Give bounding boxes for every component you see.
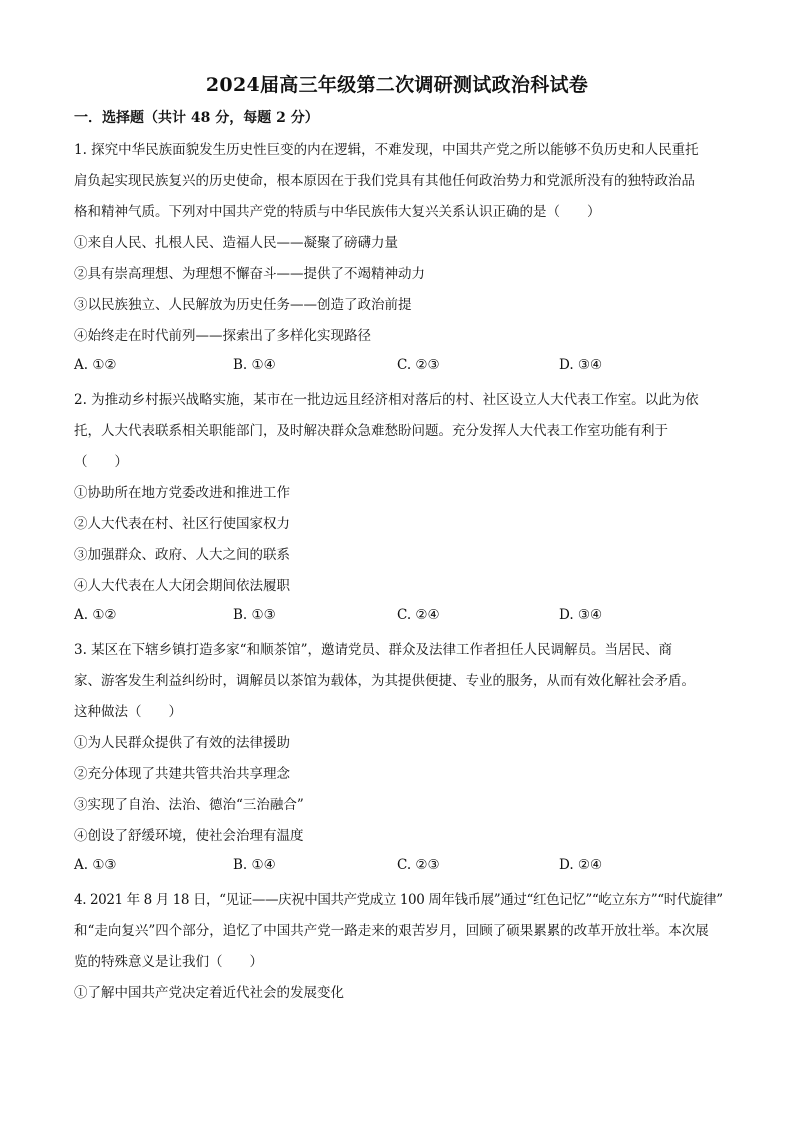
statement-item: ③以民族独立、人民解放为历史任务——创造了政治前提 — [74, 297, 412, 313]
question-stem-line: 肩负起实现民族复兴的历史使命，根本原因在于我们党具有其他任何政治势力和党派所没有的独特政治品 — [74, 173, 695, 189]
option-c: C. ②③ — [397, 357, 440, 373]
option-c: C. ②④ — [397, 607, 440, 623]
option-a: A. ①② — [74, 607, 117, 623]
statement-item: ④创设了舒缓环境，使社会治理有温度 — [74, 828, 304, 844]
exam-title: 2024届高三年级第二次调研测试政治科试卷 — [205, 74, 589, 96]
question-stem-line: 格和精神气质。下列对中国共产党的特质与中华民族伟大复兴关系认识正确的是（ ） — [74, 204, 601, 220]
question-stem-line: （ ） — [74, 454, 128, 470]
statement-item: ③加强群众、政府、人大之间的联系 — [74, 547, 290, 563]
answer-options — [74, 857, 734, 877]
option-d: D. ②④ — [559, 857, 603, 873]
statement-item: ①了解中国共产党决定着近代社会的发展变化 — [74, 985, 344, 1001]
question-stem-line: 2. 为推动乡村振兴战略实施，某市在一批边远且经济相对落后的村、社区设立人大代表工作室。以此为依 — [74, 392, 699, 408]
statement-item: ②充分体现了共建共管共治共享理念 — [74, 766, 290, 782]
question-stem-line: 1. 探究中华民族面貌发生历史性巨变的内在逻辑，不难发现，中国共产党之所以能够不负历史和人民重托 — [74, 142, 699, 158]
question-stem-line: 3. 某区在下辖乡镇打造多家“和顺茶馆”，邀请党员、群众及法律工作者担任人民调解员。当居民、商 — [74, 642, 672, 658]
option-d: D. ③④ — [559, 607, 603, 623]
option-b: B. ①④ — [233, 357, 276, 373]
question-stem-line: 这种做法（ ） — [74, 704, 182, 720]
statement-item: ①协助所在地方党委改进和推进工作 — [74, 485, 290, 501]
option-a: A. ①② — [74, 357, 117, 373]
statement-item: ③实现了自治、法治、德治“三治融合” — [74, 797, 304, 813]
answer-options — [74, 607, 734, 627]
question-stem-line: 和“走向复兴”四个部分，追忆了中国共产党一路走来的艰苦岁月，回顾了硕果累累的改革开放壮举。本次展 — [74, 923, 709, 939]
statement-item: ④人大代表在人大闭会期间依法履职 — [74, 578, 290, 594]
option-c: C. ②③ — [397, 857, 440, 873]
question-stem-line: 家、游客发生利益纠纷时，调解员以茶馆为载体，为其提供便捷、专业的服务，从而有效化解社会矛盾。 — [74, 673, 695, 689]
option-b: B. ①④ — [233, 857, 276, 873]
question-stem-line: 览的特殊意义是让我们（ ） — [74, 954, 263, 970]
statement-item: ②人大代表在村、社区行使国家权力 — [74, 516, 290, 532]
answer-options — [74, 357, 734, 377]
statement-item: ②具有崇高理想、为理想不懈奋斗——提供了不竭精神动力 — [74, 266, 425, 282]
statement-item: ④始终走在时代前列——探索出了多样化实现路径 — [74, 328, 371, 344]
section-heading: 一．选择题（共计 48 分，每题 2 分） — [74, 110, 319, 126]
option-d: D. ③④ — [559, 357, 603, 373]
statement-item: ①来自人民、扎根人民、造福人民——凝聚了磅礴力量 — [74, 235, 398, 251]
question-stem-line: 4. 2021 年 8 月 18 日，“见证——庆祝中国共产党成立 100 周年钱币展”通过“红色记忆”“屹立东方”“时代旋律” — [74, 892, 723, 908]
statement-item: ①为人民群众提供了有效的法律援助 — [74, 735, 290, 751]
option-b: B. ①③ — [233, 607, 276, 623]
option-a: A. ①③ — [74, 857, 117, 873]
question-stem-line: 托，人大代表联系相关职能部门，及时解决群众急难愁盼问题。充分发挥人大代表工作室功能有利于 — [74, 423, 668, 439]
